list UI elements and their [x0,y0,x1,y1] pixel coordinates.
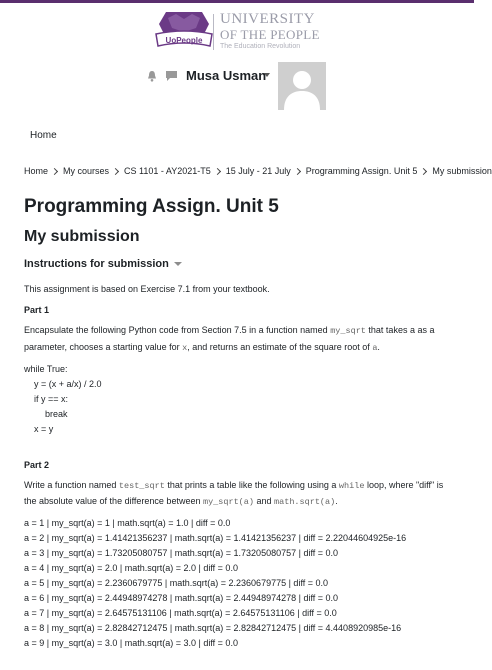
logo-tagline: The Education Revolution [220,43,301,50]
part2-text-line2: the absolute value of the difference between my_sqrt(a) and math.sqrt(a). [24,496,338,507]
breadcrumb-week[interactable]: 15 July - 21 July [225,166,291,176]
part2-heading: Part 2 [24,460,50,470]
chat-icon[interactable] [165,70,178,82]
breadcrumb-my-courses[interactable]: My courses [63,166,110,176]
avatar-placeholder-icon [278,62,326,110]
nav-home-link[interactable]: Home [30,130,57,141]
chevron-down-icon [174,262,182,266]
logo-wordmark [220,12,320,50]
breadcrumb-home[interactable]: Home [24,166,49,176]
table-row: a = 7 | my_sqrt(a) = 2.64575131106 | math.sqrt(a) = 2.64575131106 | diff = 0.0 [24,608,337,618]
table-row: a = 4 | my_sqrt(a) = 2.0 | math.sqrt(a) = 2.0 | diff = 0.0 [24,563,238,573]
table-row: a = 3 | my_sqrt(a) = 1.73205080757 | math.sqrt(a) = 1.73205080757 | diff = 0.0 [24,548,339,558]
code-while: while [338,481,365,491]
chevron-down-icon[interactable] [264,73,270,77]
table-row: a = 8 | my_sqrt(a) = 2.82842712475 | math.sqrt(a) = 2.82842712475 | diff = 4.4408920985e-16 [24,623,402,633]
code-line: x = y [34,424,54,434]
code-my-sqrt-a: my_sqrt(a) [202,497,254,507]
code-x: x [182,343,188,353]
logo-divider [213,14,214,50]
logo-line-2: OF THE PEOPLE [220,27,320,42]
page-title: Programming Assign. Unit 5 [24,196,279,217]
table-row: a = 5 | my_sqrt(a) = 2.2360679775 | math.sqrt(a) = 2.2360679775 | diff = 0.0 [24,578,329,588]
code-line: while True: [24,364,68,374]
part2-text-line1: Write a function named test_sqrt that prints a table like the following using a while loop, where "diff" is [24,480,444,491]
chevron-right-icon [420,167,427,174]
code-line: y = (x + a/x) / 2.0 [34,379,102,389]
logo-badge-text: UoPeople [165,36,203,45]
code-line: if y == x: [34,394,69,404]
table-row: a = 1 | my_sqrt(a) = 1 | math.sqrt(a) = 1.0 | diff = 0.0 [24,518,231,528]
uopeople-logo-icon [154,10,214,54]
part1-text-line2: parameter, chooses a starting value for x, and returns an estimate of the square root of a. [24,342,380,353]
instructions-toggle[interactable] [24,258,182,270]
instructions-heading: Instructions for submission [24,258,169,270]
intro-text: This assignment is based on Exercise 7.1 from your textbook. [24,284,270,294]
breadcrumb-assignment[interactable]: Programming Assign. Unit 5 [305,166,418,176]
chevron-right-icon [294,167,301,174]
part1-text-line1: Encapsulate the following Python code from Section 7.5 in a function named my_sqrt that takes a as a [24,325,435,336]
user-menu-name[interactable]: Musa Usman [186,68,267,83]
code-a: a [372,343,378,353]
code-line: break [45,409,68,419]
logo-line-1: UNIVERSITY [220,11,315,27]
page-subtitle: My submission [24,228,140,245]
breadcrumb-course[interactable]: CS 1101 - AY2021-T5 [124,166,211,176]
breadcrumb-submission[interactable]: My submission [432,166,492,176]
chevron-right-icon [51,167,58,174]
code-math-sqrt-a: math.sqrt(a) [274,497,336,507]
code-test-sqrt: test_sqrt [118,481,165,491]
top-accent-bar [0,0,474,3]
avatar[interactable] [278,62,326,110]
table-row: a = 6 | my_sqrt(a) = 2.44948974278 | math.sqrt(a) = 2.44948974278 | diff = 0.0 [24,593,339,603]
code-my-sqrt: my_sqrt [330,326,366,336]
part1-heading: Part 1 [24,305,50,315]
chevron-right-icon [214,167,221,174]
chevron-right-icon [112,167,119,174]
bell-icon[interactable] [146,70,158,82]
table-row: a = 2 | my_sqrt(a) = 1.41421356237 | math.sqrt(a) = 1.41421356237 | diff = 2.22044604925e-16 [24,533,407,543]
breadcrumb [24,166,492,176]
table-row: a = 9 | my_sqrt(a) = 3.0 | math.sqrt(a) = 3.0 | diff = 0.0 [24,638,238,648]
